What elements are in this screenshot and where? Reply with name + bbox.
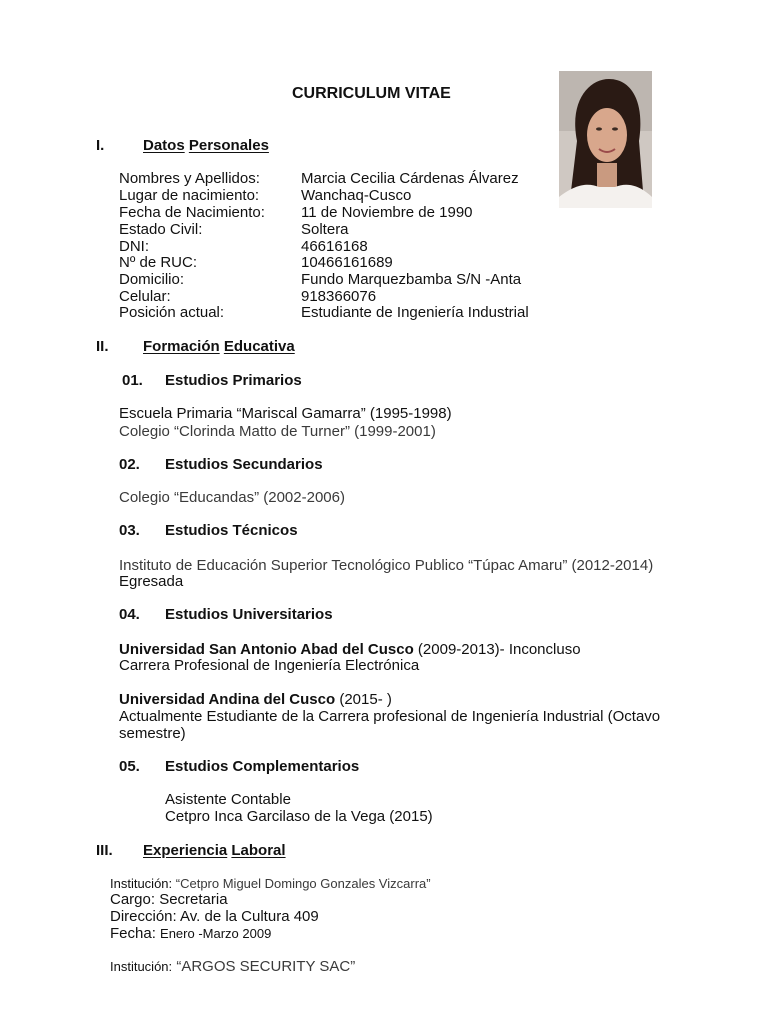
section-heading-word: Experiencia xyxy=(143,842,228,859)
personal-value: Wanchaq-Cusco xyxy=(301,187,412,204)
subsection-heading: Estudios Secundarios xyxy=(165,456,323,473)
subsection-number: 04. xyxy=(119,606,140,623)
job-institution-value: “Cetpro Miguel Domingo Gonzales Vizcarra” xyxy=(172,876,431,891)
job-institution xyxy=(110,958,355,975)
personal-value: Estudiante de Ingeniería Industrial xyxy=(301,304,529,321)
personal-row xyxy=(119,221,679,238)
personal-row xyxy=(119,204,679,221)
personal-value: Marcia Cecilia Cárdenas Álvarez xyxy=(301,170,519,187)
section-heading-personal xyxy=(143,137,269,154)
personal-label: Nº de RUC: xyxy=(119,254,197,271)
page-title: CURRICULUM VITAE xyxy=(292,85,451,102)
section-number: III. xyxy=(96,842,113,859)
job-institution-label: Institución: xyxy=(110,959,173,974)
personal-row xyxy=(119,288,679,305)
personal-label: Estado Civil: xyxy=(119,221,203,238)
section-heading-education xyxy=(143,338,295,355)
job-fecha-value: Enero -Marzo 2009 xyxy=(160,926,272,941)
section-number: I. xyxy=(96,137,105,154)
job-fecha-label: Fecha: xyxy=(110,925,161,942)
subsection-number: 02. xyxy=(119,456,140,473)
personal-value: Fundo Marquezbamba S/N -Anta xyxy=(301,271,522,288)
subsection-number: 05. xyxy=(119,758,140,775)
subsection-heading: Estudios Complementarios xyxy=(165,758,360,775)
section-heading-word: Formación xyxy=(143,338,220,355)
technical-line: Instituto de Educación Superior Tecnológico Publico “Túpac Amaru” (2012-2014) xyxy=(119,557,654,574)
secondary-school-line: Colegio “Educandas” (2002-2006) xyxy=(119,489,345,506)
university-career: semestre) xyxy=(119,725,186,742)
personal-label: Posición actual: xyxy=(119,304,225,321)
subsection-number: 03. xyxy=(119,522,140,539)
university-name: Universidad San Antonio Abad del Cusco xyxy=(119,641,414,658)
university-career: Actualmente Estudiante de la Carrera profesional de Ingeniería Industrial (Octavo xyxy=(119,708,661,725)
university-years: (2015- ) xyxy=(335,691,392,708)
section-heading-word: Datos xyxy=(143,137,185,154)
job-institution-value: “ARGOS SECURITY SAC” xyxy=(172,958,356,975)
personal-label: Celular: xyxy=(119,288,171,305)
personal-row xyxy=(119,187,679,204)
section-heading-experience xyxy=(143,842,286,859)
university-line xyxy=(119,691,392,708)
section-number: II. xyxy=(96,338,109,355)
section-heading-word: Personales xyxy=(188,137,269,154)
personal-value: 11 de Noviembre de 1990 xyxy=(301,204,473,221)
personal-value: 46616168 xyxy=(301,238,368,255)
primary-school-line: Escuela Primaria “Mariscal Gamarra” (1995-1998) xyxy=(119,405,452,422)
personal-label: Nombres y Apellidos: xyxy=(119,170,260,187)
personal-label: Lugar de nacimiento: xyxy=(119,187,260,204)
subsection-heading: Estudios Primarios xyxy=(165,372,302,389)
personal-row xyxy=(119,254,679,271)
complementary-line: Asistente Contable xyxy=(165,791,291,808)
university-career: Carrera Profesional de Ingeniería Electrónica xyxy=(119,657,420,674)
personal-row xyxy=(119,304,679,321)
personal-label: Domicilio: xyxy=(119,271,185,288)
personal-row xyxy=(119,170,679,187)
personal-value: Soltera xyxy=(301,221,349,238)
primary-school-line: Colegio “Clorinda Matto de Turner” (1999-2001) xyxy=(119,423,436,440)
technical-line: Egresada xyxy=(119,573,184,590)
university-line xyxy=(119,641,581,658)
subsection-heading: Estudios Universitarios xyxy=(165,606,333,623)
university-name: Universidad Andina del Cusco xyxy=(119,691,336,708)
personal-row xyxy=(119,238,679,255)
subsection-number: 01. xyxy=(122,372,143,389)
job-cargo: Cargo: Secretaria xyxy=(110,891,228,908)
job-institution xyxy=(110,875,431,892)
personal-label: Fecha de Nacimiento: xyxy=(119,204,265,221)
personal-value: 918366076 xyxy=(301,288,377,305)
section-heading-word: Laboral xyxy=(231,842,286,859)
job-fecha xyxy=(110,925,271,942)
personal-value: 10466161689 xyxy=(301,254,393,271)
subsection-heading: Estudios Técnicos xyxy=(165,522,298,539)
job-direccion: Dirección: Av. de la Cultura 409 xyxy=(110,908,319,925)
section-heading-word: Educativa xyxy=(223,338,295,355)
personal-label: DNI: xyxy=(119,238,149,255)
job-institution-label: Institución: xyxy=(110,876,173,891)
personal-row xyxy=(119,271,679,288)
complementary-line: Cetpro Inca Garcilaso de la Vega (2015) xyxy=(165,808,433,825)
university-years: (2009-2013)- Inconcluso xyxy=(413,641,581,658)
